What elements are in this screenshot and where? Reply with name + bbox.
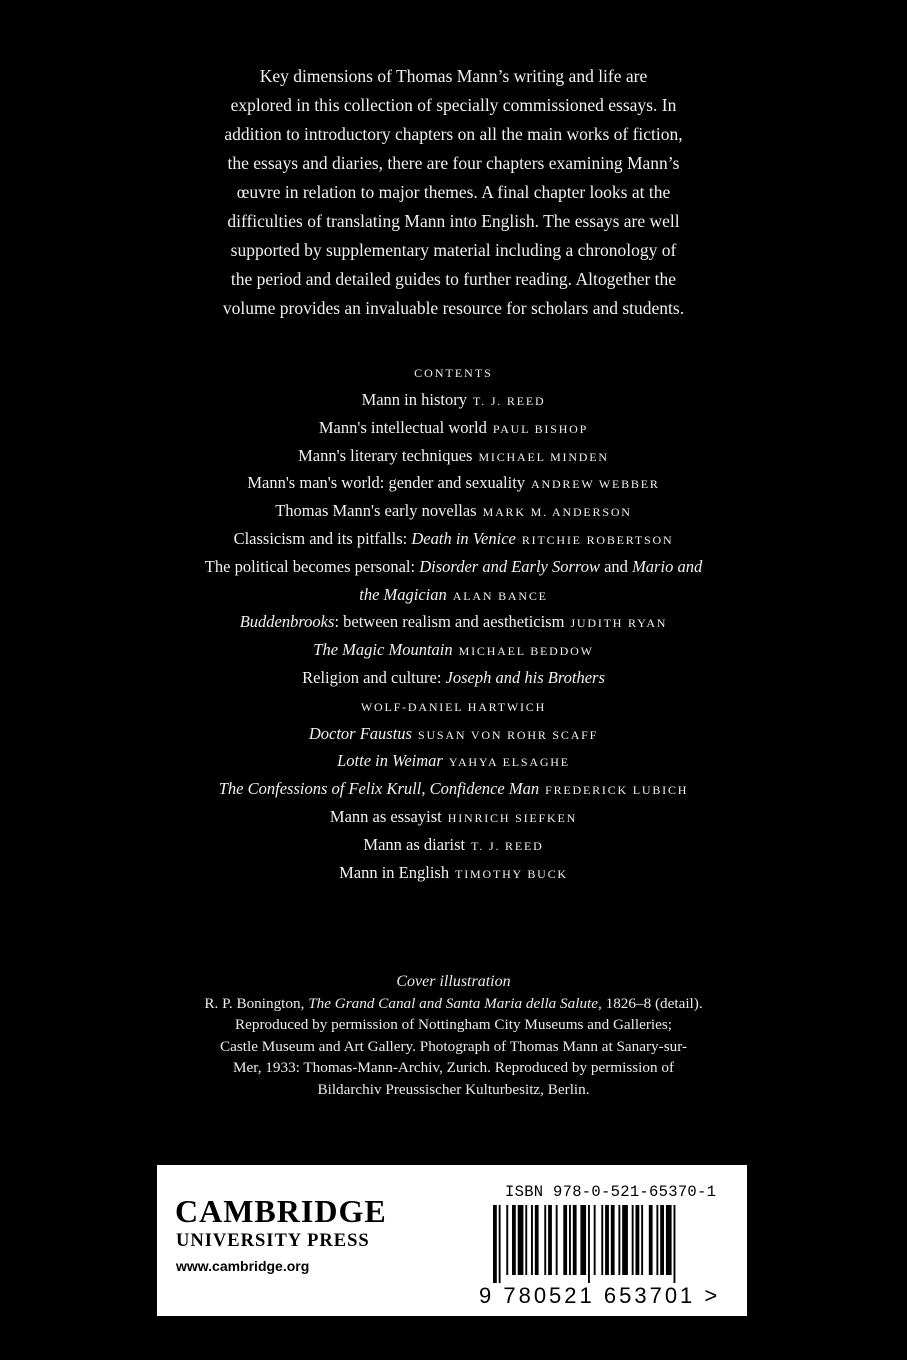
toc-title-italic: The Confessions of Felix Krull, Confidence Man [218, 779, 540, 799]
toc-entry [110, 664, 797, 692]
barcode-bar [506, 1205, 508, 1275]
toc-entry [110, 636, 797, 664]
toc-title-italic: The Magic Mountain [313, 640, 453, 660]
barcode-icon [479, 1205, 729, 1283]
toc-author: RITCHIE ROBERTSON [521, 532, 674, 547]
barcode-bar [512, 1205, 516, 1275]
contents-title: CONTENTS [414, 366, 493, 380]
blurb-line: volume provides an invaluable resource for scholars and students. [222, 298, 685, 318]
barcode-digits: 9 780521 653701 > [479, 1283, 721, 1308]
barcode-bar [674, 1205, 676, 1283]
publisher-panel [157, 1165, 747, 1316]
toc-author: SUSAN VON ROHR SCAFF [417, 727, 599, 742]
toc-title-italic: Doctor Faustus [308, 723, 412, 743]
barcode-bar [548, 1205, 552, 1275]
blurb-line: difficulties of translating Mann into English. The essays are well [227, 211, 680, 231]
barcode-bar [632, 1205, 634, 1275]
credits-text: R. P. Bonington, [204, 994, 309, 1012]
barcode-bar [525, 1205, 527, 1275]
barcode-bar [666, 1205, 672, 1275]
blurb-line: œuvre in relation to major themes. A final chapter looks at the [236, 182, 671, 202]
toc-author: ALAN BANCE [452, 588, 548, 603]
toc-title: Mann's intellectual world [318, 417, 487, 437]
toc-entry [110, 720, 797, 748]
toc-title-italic: the Magician [359, 584, 447, 604]
barcode-bar [611, 1205, 615, 1275]
toc-entry [110, 803, 797, 831]
toc-title: and [599, 556, 633, 576]
toc-author: YAHYA ELSAGHE [448, 755, 570, 770]
barcode-bar [636, 1205, 640, 1275]
credits-line [150, 993, 757, 1015]
barcode-bar [601, 1205, 603, 1275]
barcode-bar [649, 1205, 653, 1275]
toc-entry [110, 469, 797, 497]
credits-heading: Cover illustration [396, 973, 511, 990]
toc-author: T. J. REED [471, 838, 544, 853]
credits-line: Bildarchiv Preussischer Kulturbesitz, Berlin. [317, 1080, 590, 1098]
toc-entry [110, 747, 797, 775]
toc-title: Thomas Mann's early novellas [275, 501, 477, 521]
barcode-bar [544, 1205, 546, 1275]
toc-entry [110, 553, 797, 581]
barcode-bar [569, 1205, 571, 1275]
toc-author: T. J. REED [472, 394, 546, 408]
toc-entry [110, 442, 797, 470]
cover-credits [150, 971, 757, 1100]
toc-title-italic: Joseph and his Brothers [445, 667, 605, 687]
toc-author: ANDREW WEBBER [531, 477, 660, 492]
toc-author: FREDERICK LUBICH [545, 783, 689, 798]
toc-entry [110, 859, 797, 887]
toc-title: Religion and culture: [302, 667, 446, 687]
toc-author: TIMOTHY BUCK [455, 866, 568, 881]
toc-title: Mann in English [339, 862, 450, 882]
toc-title: Mann as diarist [363, 834, 466, 854]
toc-author: HINRICH SIEFKEN [447, 810, 578, 825]
barcode-bar [588, 1205, 590, 1283]
blurb-line: the period and detailed guides to further reading. Altogether the [230, 269, 677, 289]
barcode-bar [660, 1205, 664, 1275]
barcode-bar [518, 1205, 524, 1275]
blurb-line: addition to introductory chapters on all the main works of fiction, [224, 124, 683, 144]
toc-entry [110, 386, 797, 414]
toc-title-italic: Buddenbrooks [239, 612, 335, 632]
toc-entry-continued [110, 692, 797, 720]
barcode-bar [641, 1205, 643, 1275]
barcode-bar [656, 1205, 658, 1275]
barcode-bar [594, 1205, 596, 1275]
barcode-bar [499, 1205, 501, 1283]
contents-list [110, 360, 797, 886]
toc-title: Mann as essayist [329, 806, 442, 826]
toc-author: PAUL BISHOP [492, 421, 589, 436]
credits-italic: The Grand Canal and Santa Maria della Salute [308, 994, 599, 1012]
toc-author: MICHAEL BEDDOW [458, 644, 594, 659]
credits-line: Castle Museum and Art Gallery. Photograph of Thomas Mann at Sanary-sur- [219, 1037, 688, 1055]
toc-author: JUDITH RYAN [570, 616, 668, 631]
blurb-line: the essays and diaries, there are four chapters examining Mann’s [227, 153, 680, 173]
toc-title-italic: Mario and [632, 556, 703, 576]
isbn-label: ISBN 978-0-521-65370-1 [505, 1183, 717, 1201]
toc-title: Mann's man's world: gender and sexuality [247, 473, 526, 493]
toc-entry-continued [110, 581, 797, 609]
credits-text: , 1826–8 (detail). [598, 994, 703, 1012]
toc-title: Mann's literary techniques [298, 445, 473, 465]
toc-title: : between realism and aestheticism [334, 612, 565, 632]
blurb-line: supported by supplementary material including a chronology of [230, 240, 677, 260]
toc-title-italic: Lotte in Weimar [337, 751, 443, 771]
barcode-bar [535, 1205, 539, 1275]
barcode-bar [573, 1205, 577, 1275]
toc-entry [110, 831, 797, 859]
barcode-bar [493, 1205, 497, 1283]
toc-author: WOLF-DANIEL HARTWICH [360, 699, 547, 714]
barcode-bar [531, 1205, 533, 1275]
toc-entry [110, 497, 797, 525]
toc-entry [110, 775, 797, 803]
publisher-subtitle: UNIVERSITY PRESS [176, 1231, 370, 1251]
barcode-bar [618, 1205, 620, 1275]
publisher-url[interactable]: www.cambridge.org [176, 1258, 310, 1274]
barcode-bar [563, 1205, 567, 1275]
toc-title: The political becomes personal: [204, 556, 420, 576]
toc-entry [110, 525, 797, 553]
toc-title-italic: Disorder and Early Sorrow [419, 556, 600, 576]
barcode-bar [622, 1205, 628, 1275]
credits-line: Reproduced by permission of Nottingham City Museums and Galleries; [235, 1016, 672, 1033]
credits-line: Mer, 1933: Thomas-Mann-Archiv, Zurich. Reproduced by permission of [233, 1059, 674, 1076]
toc-entry [110, 608, 797, 636]
barcode-bar [556, 1205, 558, 1275]
toc-title: Classicism and its pitfalls: [233, 528, 412, 548]
blurb [150, 62, 757, 323]
publisher-logo: CAMBRIDGE [175, 1193, 387, 1229]
toc-author: MICHAEL MINDEN [478, 449, 609, 464]
toc-author: MARK M. ANDERSON [482, 505, 632, 520]
toc-entry [110, 414, 797, 442]
blurb-line: Key dimensions of Thomas Mann’s writing and life are [259, 66, 648, 86]
barcode-bar [580, 1205, 586, 1275]
toc-title: Mann in history [361, 390, 467, 409]
barcode-bar [605, 1205, 609, 1275]
toc-title-italic: Death in Venice [411, 528, 516, 548]
blurb-line: explored in this collection of specially commissioned essays. In [230, 95, 677, 115]
